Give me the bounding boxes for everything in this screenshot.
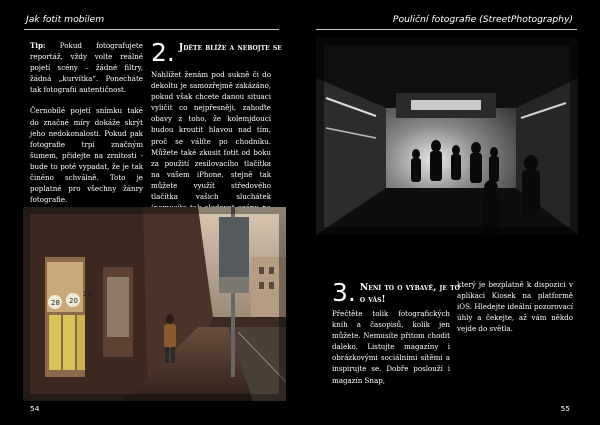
grain-paragraph: Černobílé pojetí snímku také do značné míry dokáže skrýt jeho nedokonalosti. Pokud pak fotografie trpí značným šumem, přidejte na zrnitosti - bude to poté vypadat, že je tak činěno schválně. Toto je poplatné pro všechny žánry fotografie. <box>30 106 143 205</box>
section-2-number: 2. <box>151 38 175 67</box>
right-page-number: 55 <box>560 404 570 413</box>
tip-text: Pokud fotografujete reportáž, vždy volte reálné pojetí scény – žádné filtry, žádná „kurvítka“. Ponecháte tak fotografii autentičnost. <box>30 41 143 95</box>
left-page <box>0 0 299 425</box>
right-page-header: Pouliční fotografie (StreetPhotography) <box>392 14 573 25</box>
section-3-body-col1 <box>332 308 450 396</box>
left-page-number: 54 <box>30 404 40 413</box>
section-2-title: Jděte blíže a nebojte se <box>178 42 282 53</box>
tip-label: Tip: <box>30 41 46 50</box>
left-column-text <box>30 40 143 215</box>
subway-photo-image <box>316 38 578 235</box>
street-photo-image <box>23 207 286 401</box>
poster-sticker-1: 28 <box>51 299 60 307</box>
section-3-title: Není to o výbavě, je to o vás! <box>359 282 460 305</box>
street-photo <box>23 207 286 401</box>
right-page <box>301 0 600 425</box>
section-3-text-col2: který je bezplatně k dispozici v aplikaci Kiosek na platformě iOS. Hledejte ideální pozorovací úhly a čekejte, až vám někdo vejde do světla. <box>457 280 573 334</box>
right-header-rule <box>316 29 577 30</box>
section-3-body-col2 <box>457 279 573 344</box>
section-2-heading <box>151 40 299 65</box>
section-2-text: Nahlížet ženám pod sukně či do dekoltu je samozřejmě zakázáno, pokud však chcete danou situaci vyličit co nejpřesněji, zahoďte obavy z toho, že kolemjdoucí budou kroutit hlavou nad tím, proč se válíte po chodníku. Můžete také zkusit fotit od boku za použití zesilovacího tlačítka na vašem iPhone, stejně tak můžete využít středového tlačítka vašich sluchátek <box>151 70 271 202</box>
section-3-heading <box>332 280 460 305</box>
section-3-number: 3. <box>332 278 356 307</box>
poster-sticker-2: 20 <box>69 297 78 305</box>
left-header-rule <box>24 29 279 30</box>
poster-sticker-3: 28 <box>83 290 92 298</box>
left-page-header: Jak fotit mobilem <box>26 14 105 25</box>
section-3-text-col1: Přečtěte tolik fotografických knih a časopisů, kolik jen můžete. Nemusíte přitom chodit daleko. Listujte magazíny i obrázkovými sociálními sítěmi a inspirujte se. Dobře poslouží i magazín Snap, <box>332 309 450 385</box>
tip-paragraph <box>30 40 143 95</box>
subway-photo <box>316 38 578 235</box>
